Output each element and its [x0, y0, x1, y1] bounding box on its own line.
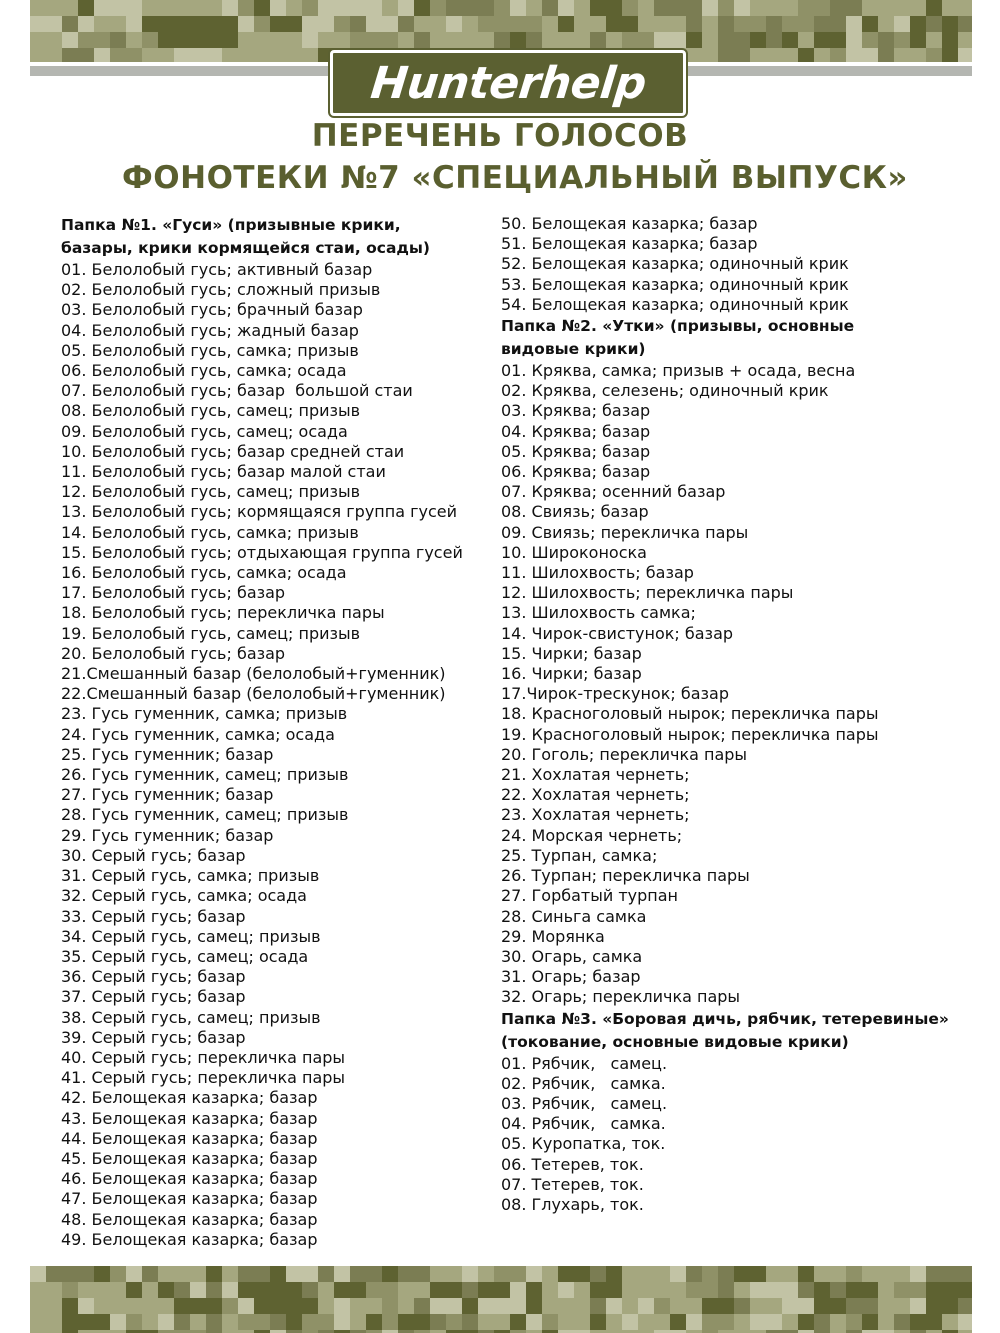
list-item: 22.Смешанный базар (белолобый+гуменник): [61, 684, 446, 704]
list-item: 09. Свиязь; перекличка пары: [501, 522, 749, 542]
camo-pixel: [622, 32, 638, 48]
list-item: 12. Шилохвость; перекличка пары: [501, 583, 794, 603]
camo-pixel: [286, 1266, 318, 1282]
camo-pixel: [526, 1314, 542, 1330]
camo-pixel: [302, 1314, 334, 1330]
camo-pixel: [318, 1282, 334, 1298]
camo-pixel: [62, 1266, 78, 1282]
camo-pixel: [94, 1282, 126, 1298]
camo-pixel: [494, 16, 526, 32]
list-item: 07. Белолобый гусь; базар большой стаи: [61, 381, 413, 401]
list-item: 05. Кряква; базар: [501, 441, 651, 461]
list-item: 33. Серый гусь; базар: [61, 906, 246, 926]
list-item: 48. Белощекая казарка; базар: [61, 1209, 318, 1229]
camo-pixel: [478, 1266, 494, 1282]
camo-pixel: [606, 1266, 622, 1282]
camo-pixel: [398, 16, 414, 32]
camo-pixel: [494, 32, 510, 48]
camo-pixel: [782, 32, 798, 48]
camo-pixel: [686, 1282, 718, 1298]
camo-pixel: [782, 1266, 798, 1282]
list-item: 14. Чирок-свистунок; базар: [501, 623, 734, 643]
camo-pixel: [782, 1314, 798, 1330]
list-item: 45. Белощекая казарка; базар: [61, 1148, 318, 1168]
camo-pixel: [654, 16, 670, 32]
list-item: 23. Хохлатая чернеть;: [501, 805, 690, 825]
list-item: 22. Хохлатая чернеть;: [501, 785, 690, 805]
camo-pixel: [686, 16, 702, 32]
camo-pixel: [622, 1314, 638, 1330]
folder-1-list: [61, 260, 491, 1250]
list-item: 34. Серый гусь, самец; призыв: [61, 926, 321, 946]
list-item: 04. Рябчик, самка.: [501, 1114, 666, 1134]
camo-pixel: [750, 1298, 782, 1314]
camo-pixel: [366, 1314, 382, 1330]
list-item: 39. Серый гусь; базар: [61, 1027, 246, 1047]
camo-pixel: [926, 1298, 942, 1314]
camo-pixel: [542, 1266, 558, 1282]
camo-pixel: [766, 1314, 782, 1330]
list-item: 46. Белощекая казарка; базар: [61, 1169, 318, 1189]
list-item: 16. Белолобый гусь, самка; осада: [61, 563, 347, 583]
camo-pixel: [702, 1266, 718, 1282]
camo-pixel: [62, 16, 78, 32]
list-item: 01. Белолобый гусь; активный базар: [61, 260, 373, 279]
camo-pixel: [126, 1314, 142, 1330]
list-item: 44. Белощекая казарка; базар: [61, 1128, 318, 1148]
list-item: 38. Серый гусь, самец; призыв: [61, 1007, 321, 1027]
folder-1-heading-line-1: Папка №1. «Гуси» (призывные крики,: [61, 216, 401, 234]
camo-pixel: [110, 48, 142, 62]
list-item: 50. Белощекая казарка; базар: [501, 214, 758, 233]
list-item: 17. Белолобый гусь; базар: [61, 583, 286, 603]
camo-pixel: [142, 1266, 158, 1282]
camo-pixel: [958, 1282, 972, 1298]
camo-pixel: [750, 32, 766, 48]
camo-pixel: [382, 1282, 398, 1298]
camo-pixel: [478, 1282, 510, 1298]
camo-pixel: [590, 1298, 606, 1314]
list-item: 25. Турпан, самка;: [501, 845, 658, 865]
camo-pixel: [174, 48, 222, 62]
camo-pixel: [414, 0, 430, 16]
list-item: 13. Шилохвость самка;: [501, 603, 696, 623]
list-item: 04. Белолобый гусь; жадный базар: [61, 320, 359, 340]
camo-pixel: [862, 16, 878, 32]
list-item: 41. Серый гусь; перекличка пары: [61, 1068, 346, 1088]
folder-1-heading-line-2: базары, крики кормящейся стаи, осады): [61, 239, 431, 257]
camo-pixel: [270, 1282, 286, 1298]
camo-pixel: [638, 1298, 654, 1314]
camo-pixel: [126, 0, 142, 16]
list-item: 12. Белолобый гусь, самец; призыв: [61, 482, 361, 502]
camo-pixel: [158, 0, 190, 16]
camo-pixel: [222, 1266, 238, 1282]
camo-pixel: [334, 0, 382, 16]
camo-pixel: [238, 48, 286, 62]
list-item: 16. Чирки; базар: [501, 664, 642, 684]
camo-pixel: [846, 0, 862, 16]
list-item: 36. Серый гусь; базар: [61, 967, 246, 987]
list-item: 03. Кряква; базар: [501, 401, 651, 421]
list-item: 32. Огарь; перекличка пары: [501, 987, 741, 1007]
list-item: 30. Серый гусь; базар: [61, 845, 246, 865]
camo-pixel: [446, 16, 462, 32]
list-item: 21. Хохлатая чернеть;: [501, 765, 690, 785]
camo-pixel: [926, 1266, 972, 1282]
camo-pixel: [254, 1298, 270, 1314]
camo-pixel: [430, 1298, 462, 1314]
camo-pixel: [942, 1298, 958, 1314]
camo-pixel: [446, 32, 494, 48]
camo-pixel: [958, 1314, 972, 1330]
camo-pixel: [318, 0, 334, 16]
list-item: 24. Гусь гуменник, самка; осада: [61, 724, 335, 744]
camo-pixel: [766, 16, 782, 32]
camo-pixel: [542, 16, 558, 32]
list-item: 02. Белолобый гусь; сложный призыв: [61, 280, 381, 300]
camo-pixel: [926, 1282, 958, 1298]
list-item: 11. Шилохвость; базар: [501, 563, 694, 583]
camo-pixel: [542, 1314, 558, 1330]
camo-pixel: [478, 16, 494, 32]
list-item: 28. Синьга самка: [501, 906, 647, 926]
camo-pixel: [94, 48, 110, 62]
camo-pixel: [46, 48, 62, 62]
camo-pixel: [750, 48, 766, 62]
list-item: 06. Кряква; базар: [501, 462, 651, 482]
camo-pixel: [958, 48, 972, 62]
camo-pixel: [862, 1298, 878, 1314]
camo-pixel: [878, 0, 926, 16]
list-item: 13. Белолобый гусь; кормящаяся группа гусей: [61, 502, 458, 522]
list-item: 07. Тетерев, ток.: [501, 1174, 644, 1194]
camo-pixel: [622, 1298, 638, 1314]
camo-pixel: [894, 1266, 910, 1282]
list-item: 06. Белолобый гусь, самка; осада: [61, 361, 347, 381]
list-item: 01. Рябчик, самец.: [501, 1053, 668, 1073]
camo-pixel: [926, 0, 942, 16]
list-item: 25. Гусь гуменник; базар: [61, 744, 274, 764]
camo-pixel: [558, 16, 574, 32]
list-item: 05. Белолобый гусь, самка; призыв: [61, 340, 359, 360]
camo-pixel: [366, 32, 398, 48]
folder-2-list: [501, 361, 971, 1008]
camo-pixel: [558, 1266, 590, 1282]
camo-pixel: [318, 1298, 334, 1314]
camo-pixel: [414, 16, 430, 32]
list-item: 37. Серый гусь; базар: [61, 987, 246, 1007]
list-item: 26. Гусь гуменник, самец; призыв: [61, 765, 349, 785]
camo-pixel: [158, 16, 190, 32]
camo-pixel: [190, 32, 206, 48]
list-item: 54. Белощекая казарка; одиночный крик: [501, 294, 849, 314]
folder-3-heading-line-2: (токование, основные видовые крики): [501, 1032, 849, 1051]
camo-pixel: [110, 1298, 142, 1314]
right-column: [501, 214, 971, 1215]
camo-pixel: [238, 1282, 254, 1298]
list-item: 49. Белощекая казарка; базар: [61, 1229, 318, 1249]
camo-pixel: [958, 32, 972, 48]
camo-pixel: [126, 16, 142, 32]
camo-pixel: [270, 0, 286, 16]
list-item: 43. Белощекая казарка; базар: [61, 1108, 318, 1128]
camo-pixel: [574, 16, 590, 32]
camo-pixel: [222, 1282, 238, 1298]
camo-pixel: [62, 48, 94, 62]
camo-pixel: [270, 1298, 286, 1314]
list-item: 02. Рябчик, самка.: [501, 1073, 666, 1093]
list-item: 31. Серый гусь, самка; призыв: [61, 866, 320, 886]
list-item: 29. Гусь гуменник; базар: [61, 825, 274, 845]
camo-pixel: [190, 1282, 206, 1298]
camo-pixel: [750, 1314, 766, 1330]
list-item: 10. Белолобый гусь; базар средней стаи: [61, 441, 405, 461]
camo-pixel: [926, 16, 942, 32]
camo-pixel: [94, 32, 110, 48]
list-item: 52. Белощекая казарка; одиночный крик: [501, 254, 849, 274]
list-item: 17.Чирок-трескунок; базар: [501, 684, 729, 704]
camo-pixel: [110, 32, 126, 48]
list-item: 31. Огарь; базар: [501, 967, 641, 987]
camo-pixel: [862, 32, 878, 48]
list-item: 18. Белолобый гусь; перекличка пары: [61, 603, 385, 623]
list-item: 01. Кряква, самка; призыв + осада, весна: [501, 361, 856, 381]
camo-pixel: [478, 0, 494, 16]
camo-pixel: [286, 1314, 302, 1330]
camo-pixel: [638, 1314, 670, 1330]
list-item: 08. Свиязь; базар: [501, 502, 649, 522]
camo-pixel: [190, 1314, 206, 1330]
list-item: 03. Белолобый гусь; брачный базар: [61, 300, 363, 320]
camo-pixel: [622, 16, 638, 32]
camo-pixel: [830, 0, 846, 16]
list-item: 51. Белощекая казарка; базар: [501, 234, 758, 254]
folder-2-heading-line-2: видовые крики): [501, 340, 646, 359]
camo-pixel: [286, 1282, 302, 1298]
camo-pixel: [382, 1314, 398, 1330]
camo-pixel: [766, 32, 782, 48]
list-item: 19. Красноголовый нырок; перекличка пары: [501, 724, 879, 744]
camo-pixel: [350, 1266, 382, 1282]
camo-pixel: [718, 48, 750, 62]
list-item: 08. Глухарь, ток.: [501, 1194, 644, 1214]
camo-pixel: [606, 1282, 622, 1298]
camo-pixel: [846, 1282, 878, 1298]
camo-pixel: [670, 1298, 702, 1314]
list-item: 30. Огарь, самка: [501, 946, 643, 966]
list-item: 19. Белолобый гусь, самец; призыв: [61, 623, 361, 643]
folder-3-list: [501, 1054, 971, 1216]
camo-pixel: [238, 32, 270, 48]
camo-pixel: [814, 32, 846, 48]
camo-pixel: [798, 32, 814, 48]
camo-pixel: [494, 1266, 526, 1282]
list-item: 03. Рябчик, самец.: [501, 1093, 668, 1113]
camo-pixel: [446, 0, 478, 16]
camo-pixel: [158, 32, 190, 48]
camo-pixel: [462, 1282, 478, 1298]
list-item: 02. Кряква, селезень; одиночный крик: [501, 381, 829, 401]
list-item: 07. Кряква; осенний базар: [501, 482, 726, 502]
camo-pixel: [350, 16, 366, 32]
camo-pixel: [958, 1298, 972, 1314]
camo-pixel: [798, 1266, 814, 1282]
camo-pixel: [574, 1282, 590, 1298]
camo-pixel: [222, 32, 238, 48]
list-item: 05. Куропатка, ток.: [501, 1134, 666, 1154]
camo-pixel: [734, 1266, 766, 1282]
page-title-line-2: ФОНОТЕКИ №7 «СПЕЦИАЛЬНЫЙ ВЫПУСК»: [122, 160, 908, 196]
hunterhelp-logo: [330, 50, 686, 116]
camo-pixel: [814, 16, 846, 32]
list-item: 20. Гоголь; перекличка пары: [501, 744, 748, 764]
list-item: 20. Белолобый гусь; базар: [61, 643, 286, 663]
camo-pixel: [286, 32, 302, 48]
camo-pixel: [238, 0, 254, 16]
folder-1-list-continued: [501, 214, 971, 315]
camo-pixel: [334, 1314, 350, 1330]
list-item: 14. Белолобый гусь, самка; призыв: [61, 522, 359, 542]
list-item: 09. Белолобый гусь, самец; осада: [61, 421, 348, 441]
camo-pixel: [814, 1266, 830, 1282]
list-item: 18. Красноголовый нырок; перекличка пары: [501, 704, 879, 724]
camo-pixel: [542, 1298, 558, 1314]
camo-pixel: [910, 1266, 926, 1282]
camo-pixel: [958, 16, 972, 32]
camo-pixel: [910, 1314, 942, 1330]
camo-pixel: [302, 0, 318, 16]
list-item: 24. Морская чернеть;: [501, 825, 683, 845]
camo-pixel: [94, 16, 110, 32]
camo-pixel: [958, 0, 972, 16]
camo-pixel: [590, 32, 606, 48]
list-item: 35. Серый гусь, самец; осада: [61, 946, 309, 966]
camo-banner-bottom: [30, 1266, 972, 1333]
list-item: 10. Широконоска: [501, 542, 647, 562]
camo-pixel: [206, 32, 222, 48]
camo-pixel: [270, 1266, 286, 1282]
camo-pixel: [382, 0, 398, 16]
list-item: 26. Турпан; перекличка пары: [501, 866, 750, 886]
camo-pixel: [798, 1314, 814, 1330]
camo-pixel: [846, 48, 878, 62]
list-item: 06. Тетерев, ток.: [501, 1154, 644, 1174]
folder-3-heading-line-1: Папка №3. «Боровая дичь, рябчик, тетеревиные»: [501, 1009, 949, 1028]
list-item: 40. Серый гусь; перекличка пары: [61, 1047, 346, 1067]
list-item: 23. Гусь гуменник, самка; призыв: [61, 704, 348, 724]
camo-pixel: [446, 1314, 462, 1330]
list-item: 53. Белощекая казарка; одиночный крик: [501, 274, 849, 294]
logo-text: Hunterhelp: [367, 57, 649, 109]
list-item: 27. Горбатый турпан: [501, 886, 679, 906]
camo-pixel: [894, 48, 910, 62]
camo-pixel: [718, 1282, 734, 1298]
camo-pixel: [30, 0, 62, 16]
camo-pixel: [654, 0, 702, 16]
folder-2-heading-line-1: Папка №2. «Утки» (призывы, основные: [501, 317, 855, 336]
page-title-line-1: ПЕРЕЧЕНЬ ГОЛОСОВ: [311, 118, 689, 154]
list-item: 21.Смешанный базар (белолобый+гуменник): [61, 664, 446, 684]
list-item: 08. Белолобый гусь, самец; призыв: [61, 401, 361, 421]
camo-pixel: [878, 1266, 894, 1282]
camo-pixel: [334, 1298, 350, 1314]
camo-pixel: [302, 1298, 318, 1314]
camo-pixel: [62, 1314, 110, 1330]
list-item: 42. Белощекая казарка; базар: [61, 1088, 318, 1108]
list-item: 15. Чирки; базар: [501, 643, 642, 663]
camo-pixel: [718, 0, 734, 16]
camo-pixel: [782, 1282, 798, 1298]
list-item: 04. Кряква; базар: [501, 421, 651, 441]
camo-pixel: [526, 32, 542, 48]
camo-pixel: [254, 1282, 270, 1298]
camo-pixel: [126, 1282, 142, 1298]
list-item: 47. Белощекая казарка; базар: [61, 1189, 318, 1209]
list-item: 27. Гусь гуменник; базар: [61, 785, 274, 805]
list-item: 11. Белолобый гусь; базар малой стаи: [61, 462, 386, 482]
list-item: 28. Гусь гуменник, самец; призыв: [61, 805, 349, 825]
camo-pixel: [654, 1298, 670, 1314]
camo-pixel: [590, 0, 622, 16]
camo-pixel: [670, 32, 686, 48]
list-item: 32. Серый гусь, самка; осада: [61, 886, 307, 906]
camo-pixel: [270, 1314, 286, 1330]
camo-pixel: [798, 48, 814, 62]
left-column: [61, 214, 491, 1250]
list-item: 29. Морянка: [501, 926, 605, 946]
list-item: 15. Белолобый гусь; отдыхающая группа гусей: [61, 542, 463, 562]
camo-pixel: [254, 0, 270, 16]
